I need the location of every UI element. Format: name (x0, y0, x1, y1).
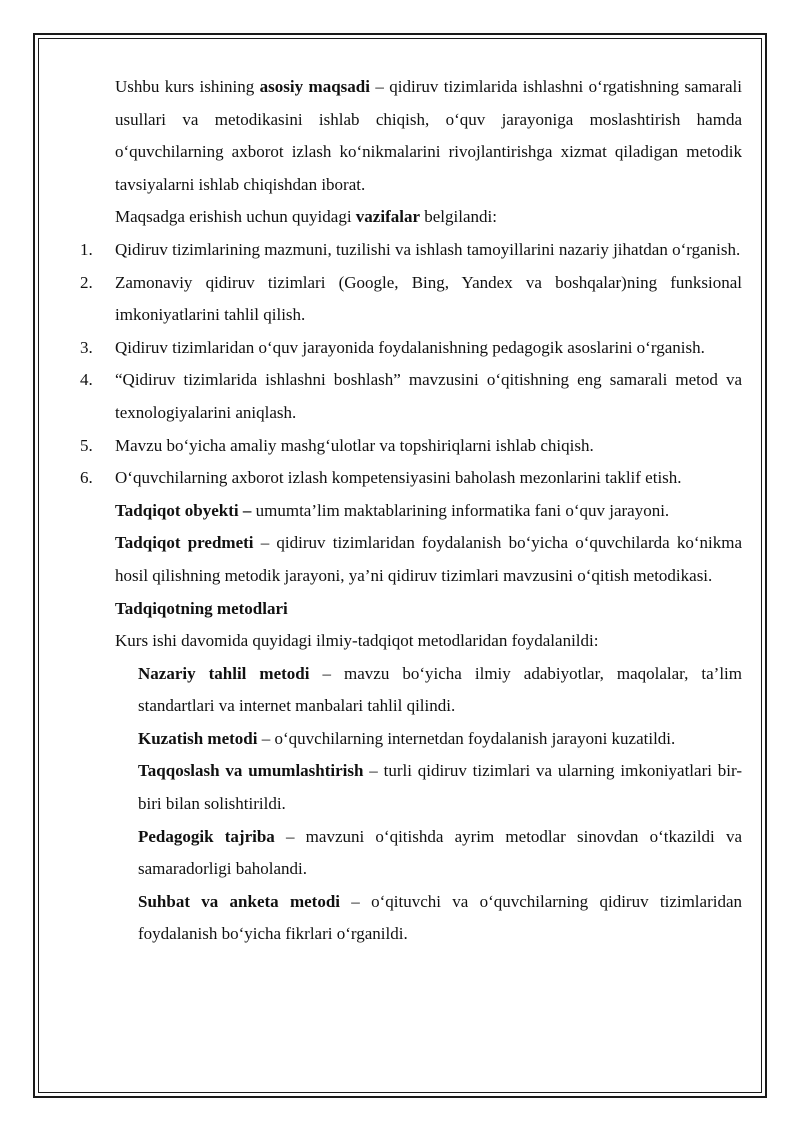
list-item: 5. Mavzu bo‘yicha amaliy mashg‘ulotlar va topshiriqlarni ishlab chiqish. (80, 435, 594, 455)
document-body (80, 71, 742, 951)
method-item: Pedagogik tajriba – mavzuni o‘qitishda ayrim metodlar sinovdan o‘tkazildi va samaradorligi baholandi. (138, 826, 742, 879)
list-item: 2. Zamonaviy qidiruv tizimlari (Google, Bing, Yandex va boshqalar)ning funksional imkoniyatlarini tahlil qilish. (80, 272, 742, 325)
research-subject: Tadqiqot predmeti – qidiruv tizimlaridan foydalanish bo‘yicha o‘quvchilarda ko‘nikma hosil qilishning metodik jarayoni, ya’ni qidiruv tizimlari mavzusini o‘qitish metodikasi. (115, 533, 743, 585)
method-item: Suhbat va anketa metodi – o‘qituvchi va o‘quvchilarning qidiruv tizimlaridan foydalanish bo‘yicha fikrlari o‘rganildi. (138, 891, 743, 944)
list-item: 3. Qidiruv tizimlaridan o‘quv jarayonida foydalanishning pedagogik asoslarini o‘rganish. (80, 337, 705, 357)
methods-heading: Tadqiqotning metodlari (115, 598, 288, 618)
research-object: Tadqiqot obyekti – umumta’lim maktablarining informatika fani o‘quv jarayoni. (115, 500, 670, 520)
goal-paragraph: Ushbu kurs ishining asosiy maqsadi – qidiruv tizimlarida ishlashni o‘rgatishning samarali usullari va metodikasini ishlab chiqish, o‘quv jarayoniga moslashtirish hamda o‘quvchilarning axborot izlash ko‘nikmalarini rivojlantirishga xizmat qiladigan metodik tavsiyalarni ishlab chiqishdan iborat. (115, 77, 742, 194)
goal-term: asosiy maqsadi (259, 77, 370, 96)
methods-intro: Kurs ishi davomida quyidagi ilmiy-tadqiqot metodlaridan foydalanildi: (115, 631, 599, 651)
list-item: 6. O‘quvchilarning axborot izlash kompetensiyasini baholash mezonlarini taklif etish. (80, 468, 682, 488)
tasks-term: vazifalar (355, 207, 420, 227)
method-item: Nazariy tahlil metodi – mavzu bo‘yicha ilmiy adabiyotlar, maqolalar, ta’lim standartlari va internet manbalari tahlil qilindi. (138, 663, 743, 716)
tasks-list (80, 234, 742, 495)
tasks-intro: Maqsadga erishish uchun quyidagi vazifalar belgilandi: (115, 207, 497, 227)
method-item: Taqqoslash va umumlashtirish – turli qidiruv tizimlari va ularning imkoniyatlari bir-biri bilan solishtirildi. (138, 761, 742, 814)
list-item: 4. “Qidiruv tizimlarida ishlashni boshlash” mavzusini o‘qitishning eng samarali metod va texnologiyalarini aniqlash. (80, 370, 742, 422)
method-item: Kuzatish metodi – o‘quvchilarning internetdan foydalanish jarayoni kuzatildi. (138, 728, 676, 748)
list-item: 1. Qidiruv tizimlarining mazmuni, tuzilishi va ishlash tamoyillarini nazariy jihatdan o‘rganish. (80, 239, 741, 259)
